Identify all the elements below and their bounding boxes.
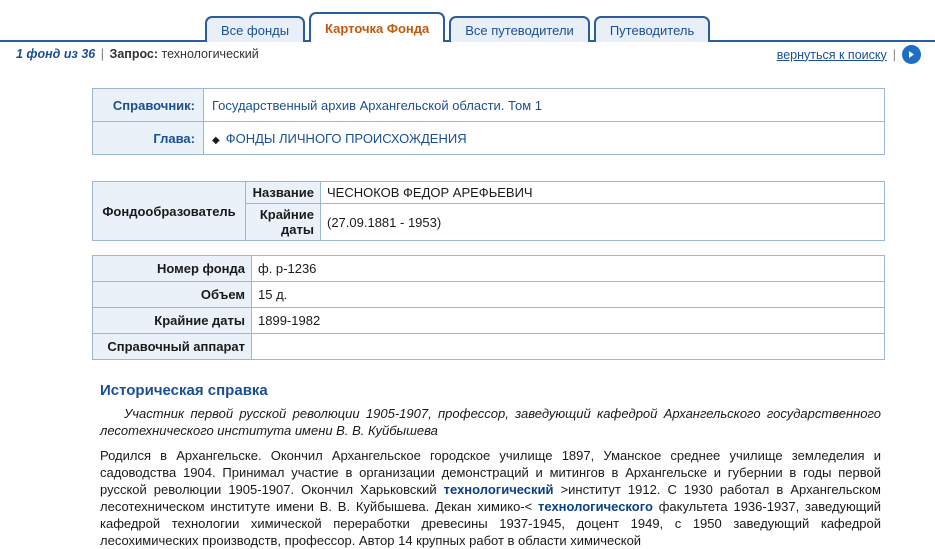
result-count: 1 фонд из 36 xyxy=(16,47,96,61)
creator-row-label: Фондообразователь xyxy=(93,182,246,241)
creator-name-value: ЧЕСНОКОВ ФЕДОР АРЕФЬЕВИЧ xyxy=(321,182,885,204)
fond-volume-value: 15 д. xyxy=(252,282,885,308)
creator-dates-value: (27.09.1881 - 1953) xyxy=(321,204,885,241)
guide-table xyxy=(92,88,885,155)
bullet-icon: ◆ xyxy=(212,134,220,146)
tab-all-fonds-label: Все фонды xyxy=(221,23,290,38)
historical-highlight-2: технологического xyxy=(538,499,653,514)
fond-finding-aid-value xyxy=(252,334,885,360)
tab-guide-label: Путеводитель xyxy=(609,23,695,38)
historical-highlight-1: технологический xyxy=(443,482,554,497)
tab-all-guides[interactable] xyxy=(449,16,590,42)
fond-finding-aid-label: Справочный аппарат xyxy=(93,334,252,360)
historical-note-paragraph xyxy=(100,447,881,549)
query-value: технологический xyxy=(161,47,259,61)
creator-dates-label: Крайние даты xyxy=(246,204,321,241)
tab-list xyxy=(205,12,710,42)
historical-note-title: Историческая справка xyxy=(100,382,268,399)
tab-bar xyxy=(0,0,935,42)
tab-fond-card-label: Карточка Фонда xyxy=(325,21,430,36)
query-summary xyxy=(16,47,259,61)
guide-value-cell xyxy=(204,89,885,122)
creator-name-label: Название xyxy=(246,182,321,204)
chapter-value-cell xyxy=(204,122,885,155)
historical-text-part1: Родился в Архангельске. Окончил Архангельское городское училище 1897, Уманское среднее училище земледелия и садоводства 1904. Принимал участие в организации демонстраций и митингов в Архангельске и губернии в годы первой русской революции 1905-1907. Окончил Харьковский xyxy=(100,448,881,497)
guide-link[interactable]: Государственный архив Архангельской области. Том 1 xyxy=(212,97,542,113)
back-to-search-link[interactable]: вернуться к поиску xyxy=(776,47,887,62)
table-row xyxy=(93,308,885,334)
table-row xyxy=(93,256,885,282)
fond-number-value: ф. р-1236 xyxy=(252,256,885,282)
chapter-label: Глава: xyxy=(93,122,204,155)
query-separator: | xyxy=(100,47,104,61)
historical-text-part2: >институт 1912. С 1930 работал в Архангельском лесотехническом институте имени В. В. Куйбышева. Декан химико-< xyxy=(100,482,881,514)
historical-text-part3: факультета 1936-1937, заведующий кафедрой технологии химической переработки древесины 1937-1945, доцент 1949, с 1950 заведующий кафедрой лесохимических производств, профессор. Автор 14 крупных работ в области химической xyxy=(100,499,881,548)
query-line xyxy=(0,42,935,68)
chapter-link[interactable]: ФОНДЫ ЛИЧНОГО ПРОИСХОЖДЕНИЯ xyxy=(225,130,467,146)
creator-table xyxy=(92,181,885,241)
fond-dates-value: 1899-1982 xyxy=(252,308,885,334)
historical-note-lead: Участник первой русской революции 1905-1907, профессор, заведующий кафедрой Архангельского государственного лесотехнического института имени В. В. Куйбышева xyxy=(100,406,881,438)
arrow-right-icon[interactable] xyxy=(902,45,921,64)
fond-card-content xyxy=(0,88,935,549)
historical-note-body xyxy=(100,405,885,549)
guide-label: Справочник: xyxy=(93,89,204,122)
query-label: Запрос: xyxy=(109,47,159,61)
tab-guide[interactable] xyxy=(594,16,710,42)
tab-fond-card[interactable] xyxy=(309,12,445,42)
tab-all-guides-label: Все путеводители xyxy=(465,23,574,38)
fond-dates-label: Крайние даты xyxy=(93,308,252,334)
table-row xyxy=(93,122,885,155)
fond-volume-label: Объем xyxy=(93,282,252,308)
table-row xyxy=(93,282,885,308)
table-row xyxy=(93,334,885,360)
tab-all-fonds[interactable] xyxy=(205,16,305,42)
fond-number-label: Номер фонда xyxy=(93,256,252,282)
table-row xyxy=(93,182,885,204)
query-actions xyxy=(777,45,921,64)
table-row xyxy=(93,89,885,122)
fond-details-table xyxy=(92,255,885,360)
actions-separator: | xyxy=(892,47,896,62)
